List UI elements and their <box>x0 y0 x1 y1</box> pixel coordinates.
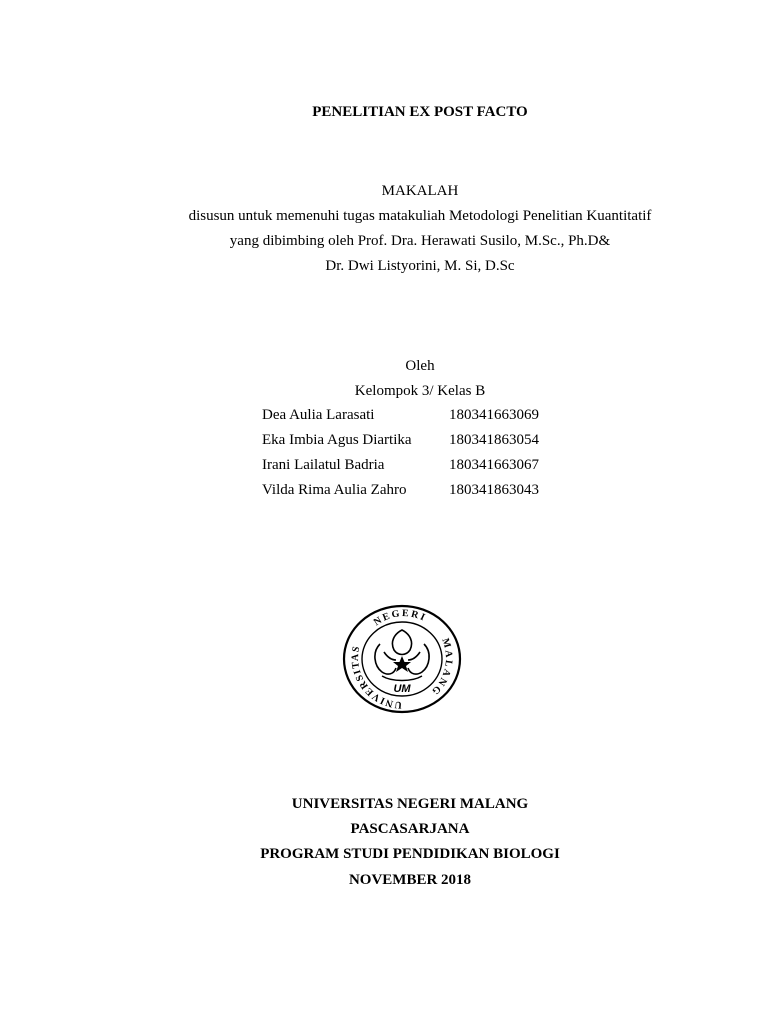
member-nim: 180341663067 <box>449 457 539 473</box>
program-name: PROGRAM STUDI PENDIDIKAN BIOLOGI <box>260 846 560 862</box>
seal-ring-text-top: NEGERI <box>371 608 429 629</box>
university-seal <box>342 604 462 714</box>
member-row <box>262 431 562 456</box>
member-row <box>262 456 562 481</box>
member-name: Vilda Rima Aulia Zahro <box>262 482 407 498</box>
member-nim: 180341663069 <box>449 407 539 423</box>
member-nim: 180341863043 <box>449 482 539 498</box>
member-row <box>262 481 562 506</box>
purpose-statement: disusun untuk memenuhi tugas matakuliah Metodologi Penelitian Kuantitatif <box>188 208 652 224</box>
advisor-line-2: Dr. Dwi Listyorini, M. Si, D.Sc <box>325 258 515 274</box>
member-name: Irani Lailatul Badria <box>262 457 385 473</box>
member-list <box>262 406 562 506</box>
member-row <box>262 406 562 431</box>
seal-ring-text-left: UNIVERSITAS <box>350 644 403 711</box>
member-nim: 180341863054 <box>449 432 539 448</box>
member-name: Eka Imbia Agus Diartika <box>262 432 412 448</box>
group-label: Kelompok 3/ Kelas B <box>354 383 486 399</box>
document-title: PENELITIAN EX POST FACTO <box>312 104 528 120</box>
seal-ring-text-right: MALANG <box>428 637 455 698</box>
institution-name: UNIVERSITAS NEGERI MALANG <box>291 796 529 812</box>
document-date: NOVEMBER 2018 <box>348 872 472 888</box>
seal-emblem-icon <box>375 630 429 681</box>
member-name: Dea Aulia Larasati <box>262 407 375 423</box>
by-label: Oleh <box>405 358 435 374</box>
faculty-name: PASCASARJANA <box>350 821 470 837</box>
document-type: MAKALAH <box>381 183 459 199</box>
seal-monogram: UM <box>393 683 411 695</box>
advisor-line-1: yang dibimbing oleh Prof. Dra. Herawati Susilo, M.Sc., Ph.D& <box>229 233 611 249</box>
